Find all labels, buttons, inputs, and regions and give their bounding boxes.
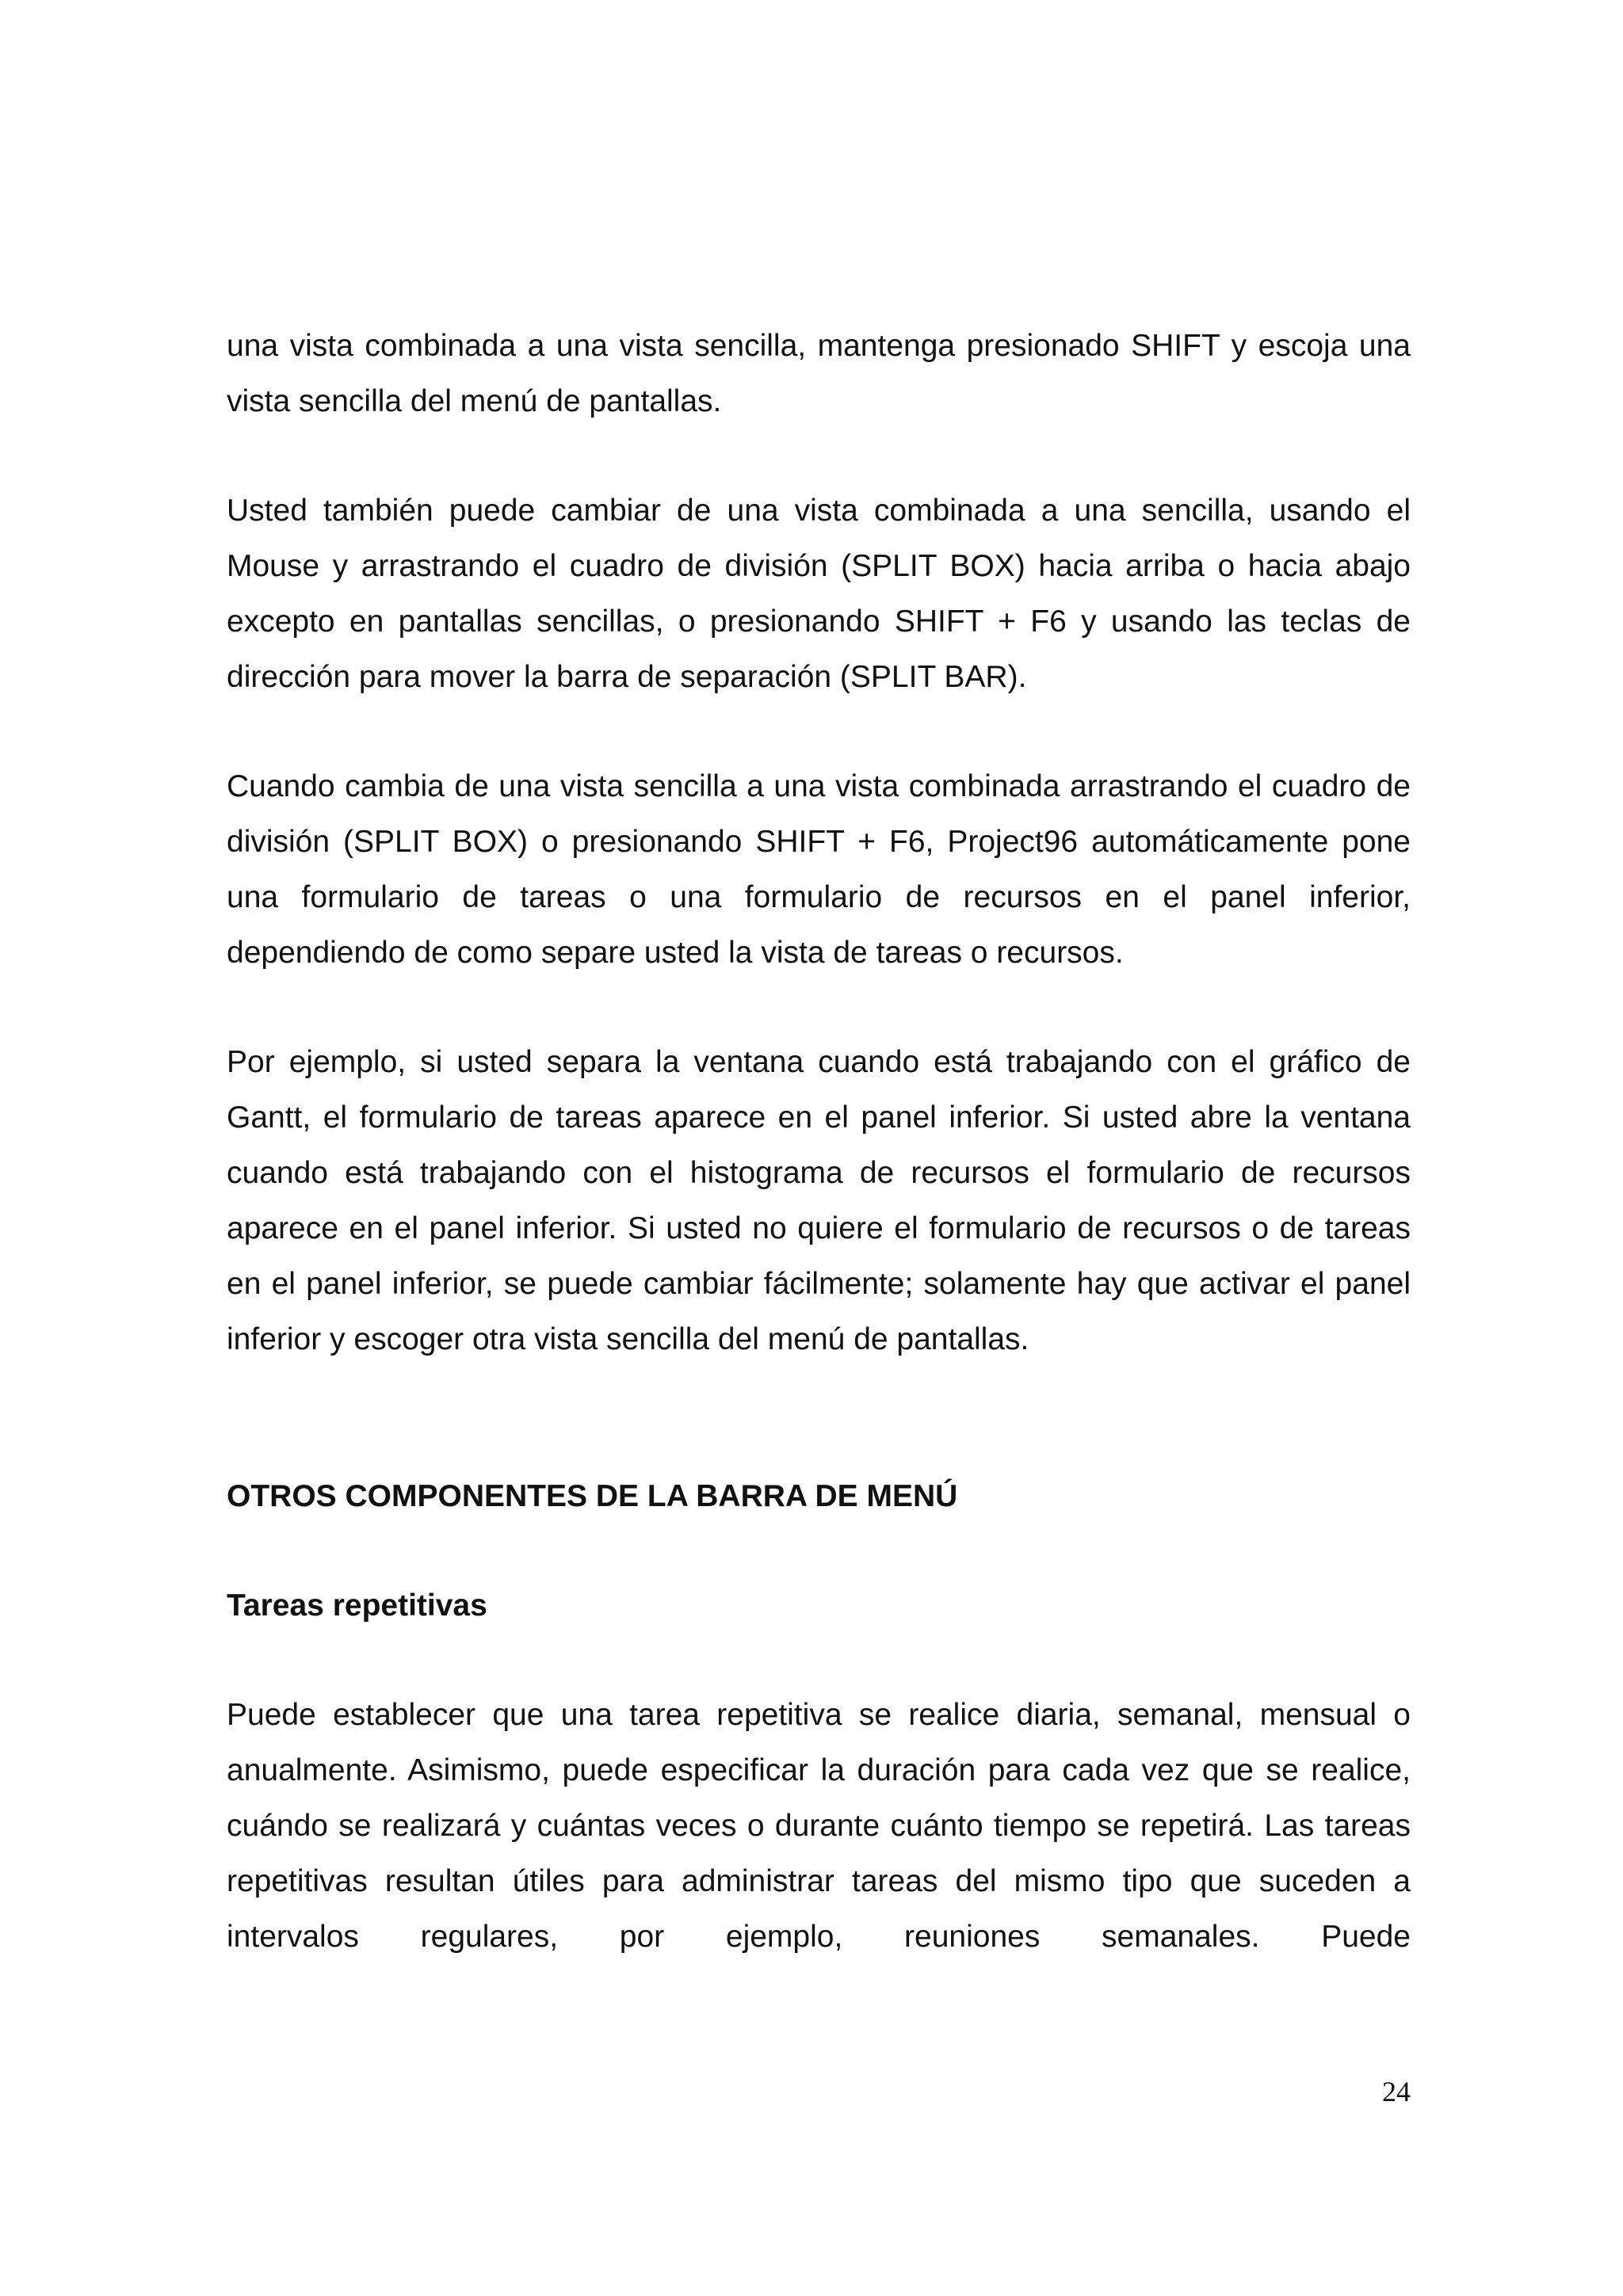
page-body — [227, 318, 1411, 2019]
paragraph-vista-sencilla: una vista combinada a una vista sencilla, mantenga presionado SHIFT y escoja una vista sencilla del menú de pantallas. — [227, 329, 1411, 418]
section-heading: OTROS COMPONENTES DE LA BARRA DE MENÚ — [227, 1479, 958, 1513]
paragraph-vista-combinada: Cuando cambia de una vista sencilla a una vista combinada arrastrando el cuadro de división (SPLIT BOX) o presionando SHIFT + F6, Project96 automáticamente pone una formulario de tareas o una formulario de recursos en el panel inferior, dependiendo de como separe usted la vista de tareas o recursos. — [227, 769, 1411, 970]
paragraph-split-box: Usted también puede cambiar de una vista combinada a una sencilla, usando el Mouse y arrastrando el cuadro de división (SPLIT BOX) hacia arriba o hacia abajo excepto en pantallas sencillas, o presionando SHIFT + F6 y usando las teclas de dirección para mover la barra de separación (SPLIT BAR). — [227, 494, 1411, 694]
page-number: 24 — [1382, 2076, 1411, 2107]
subsection-heading: Tareas repetitivas — [227, 1589, 487, 1623]
paragraph-ejemplo-gantt: Por ejemplo, si usted separa la ventana cuando está trabajando con el gráfico de Gantt, el formulario de tareas aparece en el panel inferior. Si usted abre la ventana cuando está trabajando con el histograma de recursos el formulario de recursos aparece en el panel inferior. Si usted no quiere el formulario de recursos o de tareas en el panel inferior, se puede cambiar fácilmente; solamente hay que activar el panel inferior y escoger otra vista sencilla del menú de pantallas. — [227, 1045, 1411, 1356]
paragraph-tareas-repetitivas: Puede establecer que una tarea repetitiva se realice diaria, semanal, mensual o anualmente. Asimismo, puede especificar la duración para cada vez que se realice, cuándo se realizará y cuántas veces o durante cuánto tiempo se repetirá. Las tareas repetitivas resultan útiles para administrar tareas del mismo tipo que suceden a intervalos regulares, por ejemplo, reuniones semanales. Puede — [227, 1698, 1411, 1954]
